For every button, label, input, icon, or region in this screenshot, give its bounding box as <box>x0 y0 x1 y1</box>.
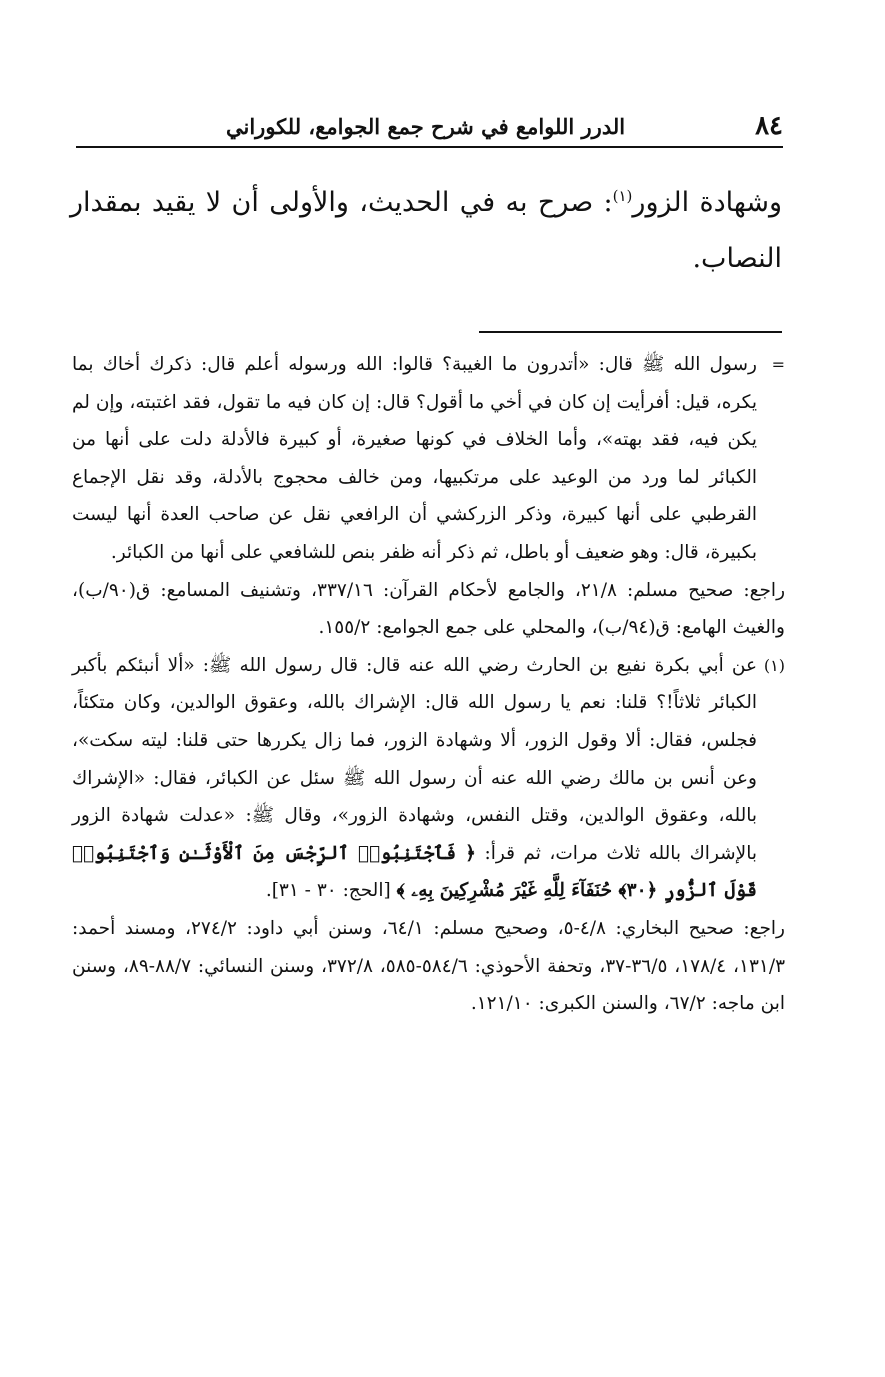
footnote-1-text: عن أبي بكرة نفيع بن الحارث رضي الله عنه قال: قال رسول الله ﷺ: «ألا أنبئكم بأكبر الكبائر ثلاثاً!؟ قلنا: نعم يا رسول الله قال: الإشراك بالله، وعقوق الوالدين، وكان متكئاً، فجلس، فقال: ألا وقول الزور، ألا وشهادة الزور، فما زال يكررها حتى قلنا: ليته سكت»، وعن أنس بن مالك رضي الله عنه أن رسول الله ﷺ سئل عن الكبائر، فقال: «الإشراك بالله، وعقوق الوالدين، وقتل النفس، وشهادة الزور»، وقال ﷺ: «عدلت شهادة الزور بالإشراك بالله ثلاث مرات، ثم قرأ: <box>72 654 757 864</box>
footnote-reference: (١) <box>612 187 633 205</box>
footnote-1-marker: (١) <box>763 655 785 675</box>
footnote-1 <box>72 647 785 910</box>
footnote-continued-reference: راجع: صحيح مسلم: ٢١/٨، والجامع لأحكام القرآن: ٣٣٧/١٦، وتشنيف المسامع: ق(٩٠/ب)، والغيث الهامع: ق(٩٤/ب)، والمحلي على جمع الجوامع: ١٥٥/٢. <box>72 579 786 639</box>
running-title: الدرر اللوامع في شرح جمع الجوامع، للكوراني <box>226 113 626 139</box>
footnote-separator <box>479 331 782 333</box>
continuation-marker: = <box>771 355 785 374</box>
main-text-start: وشهادة الزور <box>632 187 782 218</box>
main-text <box>70 168 782 287</box>
page-number: ٨٤ <box>755 111 783 141</box>
footnote-continued <box>72 346 785 572</box>
page-header <box>76 106 783 148</box>
footnote-1-reference: راجع: صحيح البخاري: ٤/٨-٥، وصحيح مسلم: ٦٤/١، وسنن أبي داود: ٢٧٤/٢، ومسند أحمد: ١٣١/٣، ١٧٨/٤، ٣٦/٥-٣٧، وتحفة الأحوذي: ٥٨٤/٦-٥٨٥، ٣٧٢/٨، وسنن النسائي: ٨٨/٧-٨٩، وسنن ابن ماجه: ٦٧/٢، والسنن الكبرى: ١٢١/١٠. <box>72 917 786 1015</box>
footnotes <box>72 346 785 1023</box>
verse-citation: [الحج: ٣٠ - ٣١]. <box>265 880 391 902</box>
main-text-end: : صرح به في الحديث، والأولى أن لا يقيد بمقدار النصاب. <box>70 187 782 274</box>
quran-verse: ﴿ فَٱجْتَنِبُوا۟ ٱلرِّجْسَ مِنَ ٱلْأَوْثَـٰنِ وَٱجْتَنِبُوا۟ قَوْلَ ٱلزُّورِ ﴿٣٠﴾ حُنَفَآءَ لِلَّهِ غَيْرَ مُشْرِكِينَ بِهِۦ ﴾ <box>72 842 757 902</box>
footnote-continued-text: رسول الله ﷺ قال: «أتدرون ما الغيبة؟ قالوا: الله ورسوله أعلم قال: ذكرك أخاك بما يكره، قيل: أفرأيت إن كان في أخي ما أقول؟ قال: إن كان فيه ما تقول، فقد اغتبته، وإن لم يكن فيه، فقد بهته»، وأما الخلاف في كونها صغيرة، أو كبيرة فالأدلة دلت على أنها من الكبائر لما ورد من الوعيد على مرتكبيها، ومن خالف محجوج بالأدلة، وقد نقل الإجماع القرطبي على أنها كبيرة، وذكر الزركشي أن الرافعي نقل عن صاحب العدة أنها ليست بكبيرة، قال: وهو ضعيف أو باطل، ثم ذكر أنه ظفر بنص للشافعي على أنها من الكبائر. <box>71 354 757 563</box>
